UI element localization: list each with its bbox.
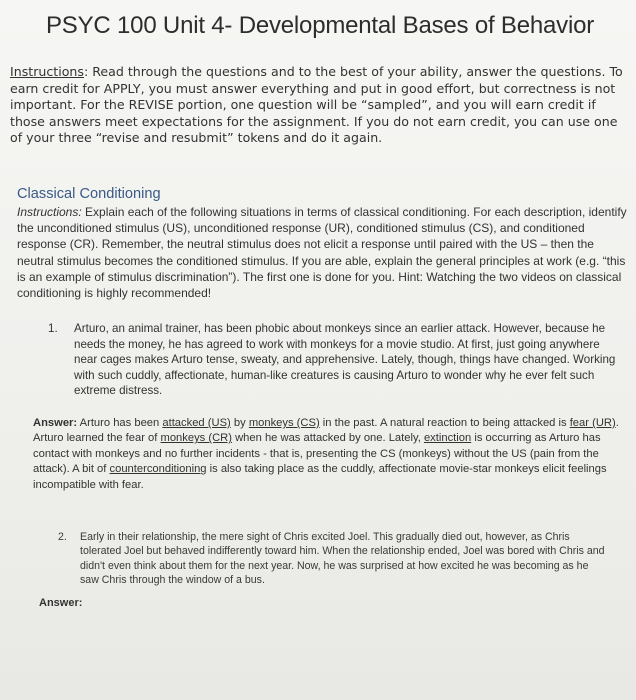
- term-cs: monkeys (CS): [248, 417, 320, 429]
- question-1: [48, 321, 623, 399]
- section-instructions-text: Explain each of the following situations in terms of classical conditioning. For each description, identify the unconditioned stimulus (US), unconditioned response (UR), conditioned stimulus (CS), and conditioned response (CR). Remember, the neutral stimulus does not elicit a response until paired with the US – then the neutral stimulus becomes the conditioned stimulus. If you are able, explain the general principles at work (e.g. “this is an example of stimulus discrimination”). The first one is done for you. Hint: Watching the two videos on classical conditioning is highly recommended!: [17, 205, 627, 301]
- answer-1-text: in the past. A natural reaction to being attacked is: [319, 417, 570, 429]
- classical-conditioning-section: [17, 186, 629, 301]
- answer-1-text: Arturo has been: [77, 417, 163, 429]
- answer-1-text: is occurring as Arturo has contact with monkeys and no further incidents - that is, presenting the CS (monkeys) without the US (pain from the attack). A bit of: [33, 432, 601, 476]
- answer-2[interactable]: [39, 597, 82, 609]
- section-instructions: [17, 204, 629, 301]
- answer-1-text: by: [230, 417, 249, 429]
- term-extinction: extinction: [423, 432, 472, 445]
- question-2: [58, 530, 606, 588]
- instructions-text: : Read through the questions and to the best of your ability, answer the questions. To earn credit for APPLY, you must answer everything and put in good effort, but correctness is not important. For the REVISE portion, one question will be “sampled”, and you will earn credit if those answers meet expectations for the assignment. If you do not earn credit, you can use one of your three “revise and resubmit” tokens and do it again.: [10, 64, 623, 146]
- section-heading: Classical Conditioning: [17, 186, 161, 202]
- answer-1: [33, 416, 625, 493]
- answer-1-text: . Arturo learned the fear of: [33, 417, 619, 445]
- term-counterconditioning: counterconditioning: [109, 463, 207, 476]
- question-1-text: Arturo, an animal trainer, has been phobic about monkeys since an earlier attack. However, because he needs the money, he has agreed to work with monkeys for a movie studio. At first, just going anywhere near cages makes Arturo tense, sweaty, and apprehensive. Lately, though, things have changed. Working with such cuddly, affectionate, human-like creatures is causing Arturo to wonder why he ever felt such extreme distress.: [74, 322, 616, 398]
- page-title: PSYC 100 Unit 4- Developmental Bases of Behavior: [46, 12, 595, 39]
- answer-2-label: Answer:: [39, 597, 83, 609]
- term-cr: monkeys (CR): [160, 432, 232, 445]
- section-instructions-lead: Instructions:: [17, 205, 82, 219]
- question-2-text: Early in their relationship, the mere sight of Chris excited Joel. This gradually died out, however, as Chris tolerated Joel but behaved indifferently toward him. When the relationship ended, Joel was bored with Chris and didn't even think about them for the next year. Now, he was surprised at how excited he was becoming as he saw Chris through the window of a bus.: [80, 531, 605, 587]
- answer-1-text: is also taking place as the cuddly, affectionate movie-star monkeys elicit feelings incompatible with fear.: [33, 463, 607, 491]
- term-ur: fear (UR): [569, 417, 616, 429]
- term-us: attacked (US): [162, 417, 231, 429]
- answer-1-text: when he was attacked by one. Lately,: [231, 432, 424, 445]
- question-1-number: 1.: [48, 322, 58, 335]
- assignment-instructions: [10, 64, 632, 147]
- question-2-number: 2.: [58, 531, 67, 543]
- instructions-label: Instructions: [10, 64, 84, 79]
- answer-1-label: Answer:: [33, 417, 78, 429]
